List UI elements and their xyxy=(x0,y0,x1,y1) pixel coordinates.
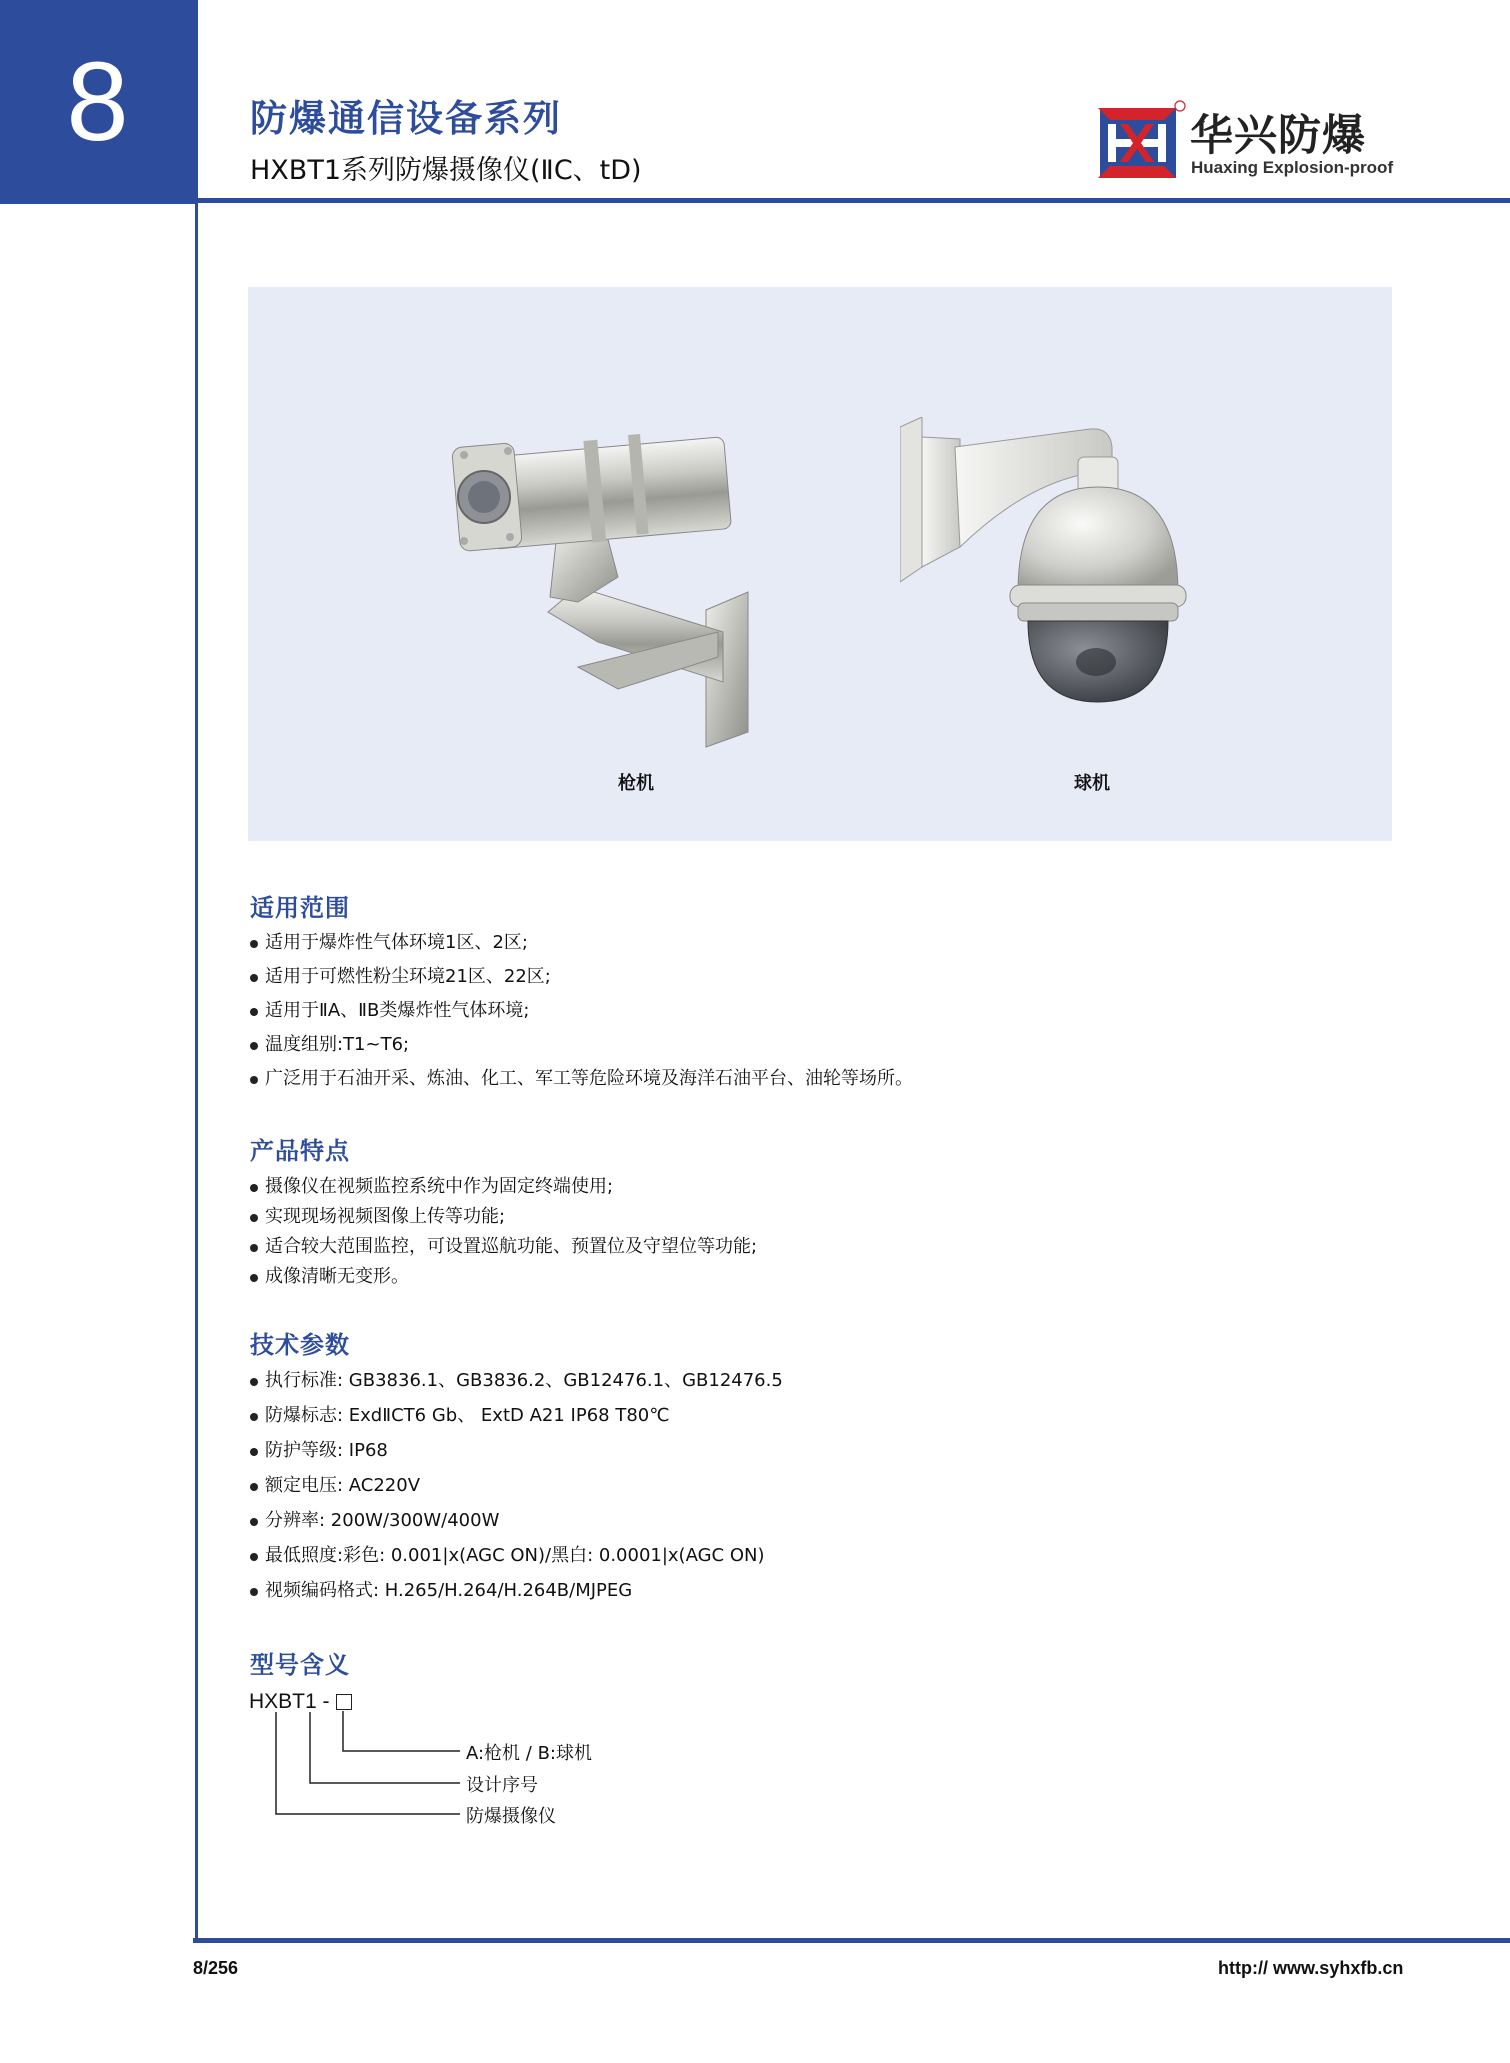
specs-heading: 技术参数 xyxy=(250,1331,350,1359)
list-item: 温度组别:T1~T6; xyxy=(250,1028,913,1062)
list-item: 适用于ⅡA、ⅡB类爆炸性气体环境; xyxy=(250,994,913,1028)
model-code: HXBT1 - xyxy=(249,1690,330,1713)
application-heading: 适用范围 xyxy=(250,894,350,922)
bullet-camera-image xyxy=(438,427,778,752)
left-margin-rule xyxy=(195,0,198,1942)
list-item: 分辨率: 200W/300W/400W xyxy=(250,1503,783,1538)
bullet-camera-caption: 枪机 xyxy=(618,773,654,794)
header-rule xyxy=(195,198,1510,203)
series-title: 防爆通信设备系列 xyxy=(250,97,562,140)
model-label-type: A:枪机 / B:球机 xyxy=(466,1743,592,1764)
model-label-product: 防爆摄像仪 xyxy=(466,1806,556,1827)
product-photo-panel xyxy=(248,287,1392,841)
logo-name-en: Huaxing Explosion-proof xyxy=(1191,158,1394,177)
specs-list xyxy=(250,1363,783,1608)
footer-rule xyxy=(193,1938,1510,1943)
list-item: 防护等级: IP68 xyxy=(250,1433,783,1468)
company-logo xyxy=(1098,100,1398,186)
dome-camera-caption: 球机 xyxy=(1074,773,1110,794)
model-placeholder-box xyxy=(336,1694,352,1710)
hx-logo-mark-icon xyxy=(1098,100,1188,186)
logo-name-cn: 华兴防爆 xyxy=(1190,111,1366,161)
list-item: 成像清晰无变形。 xyxy=(250,1262,757,1292)
list-item: 实现现场视频图像上传等功能; xyxy=(250,1202,757,1232)
model-heading: 型号含义 xyxy=(250,1651,350,1679)
application-list xyxy=(250,926,913,1096)
product-title: HXBT1系列防爆摄像仪(ⅡC、tD) xyxy=(250,155,642,186)
list-item: 适合较大范围监控，可设置巡航功能、预置位及守望位等功能; xyxy=(250,1232,757,1262)
list-item: 适用于爆炸性气体环境1区、2区; xyxy=(250,926,913,960)
list-item: 最低照度:彩色: 0.001|x(AGC ON)/黑白: 0.0001|x(AGC ON) xyxy=(250,1538,783,1573)
list-item: 摄像仪在视频监控系统中作为固定终端使用; xyxy=(250,1172,757,1202)
page-number: 8/256 xyxy=(193,1958,239,1978)
website-link[interactable]: http:// www.syhxfb.cn xyxy=(1218,1958,1404,1978)
features-list xyxy=(250,1172,757,1292)
chapter-number: 8 xyxy=(0,0,195,204)
list-item: 适用于可燃性粉尘环境21区、22区; xyxy=(250,960,913,994)
list-item: 广泛用于石油开采、炼油、化工、军工等危险环境及海洋石油平台、油轮等场所。 xyxy=(250,1062,913,1096)
list-item: 防爆标志: ExdⅡCT6 Gb、 ExtD A21 IP68 T80℃ xyxy=(250,1398,783,1433)
features-heading: 产品特点 xyxy=(250,1137,350,1165)
list-item: 视频编码格式: H.265/H.264/H.264B/MJPEG xyxy=(250,1573,783,1608)
dome-camera-image xyxy=(900,417,1190,727)
model-label-design-no: 设计序号 xyxy=(466,1775,538,1796)
list-item: 执行标准: GB3836.1、GB3836.2、GB12476.1、GB12476.5 xyxy=(250,1363,783,1398)
list-item: 额定电压: AC220V xyxy=(250,1468,783,1503)
